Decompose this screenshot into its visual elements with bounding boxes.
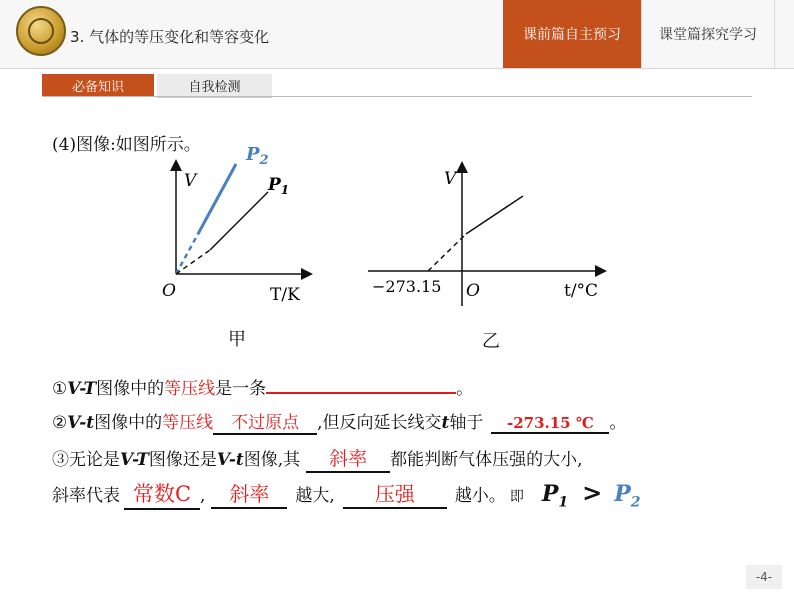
statement-3: ③无论是V-T图像还是V-t图像,其 斜率 都能判断气体压强的大小, bbox=[52, 444, 583, 473]
blank-7[interactable]: 压强 bbox=[343, 478, 447, 509]
origin-label: O bbox=[162, 281, 176, 301]
p2-dashed bbox=[176, 234, 198, 274]
caption-yi: 乙 bbox=[482, 331, 500, 352]
blank-2[interactable]: 不过原点 bbox=[213, 408, 317, 435]
origin-label: O bbox=[466, 281, 480, 301]
v-label: V bbox=[184, 171, 197, 191]
divider bbox=[42, 96, 752, 97]
p1-label: $P_1$ bbox=[268, 175, 290, 197]
caption-jia: 甲 bbox=[228, 329, 246, 350]
p1-line bbox=[210, 192, 268, 250]
blank-5[interactable]: 常数C bbox=[124, 478, 200, 510]
page-number: -4- bbox=[746, 565, 782, 589]
figure-vt-celsius bbox=[368, 156, 618, 306]
page-title: 3. 气体的等压变化和等容变化 bbox=[70, 28, 270, 46]
header-bar bbox=[0, 0, 794, 69]
subtab-selfcheck[interactable]: 自我检测 bbox=[157, 74, 272, 98]
figure-vt bbox=[150, 140, 320, 310]
blank-6[interactable]: 斜率 bbox=[211, 478, 287, 509]
tab-preview[interactable]: 课前篇自主预习 bbox=[503, 0, 641, 68]
intro-text: (4)图像:如图所示。 bbox=[52, 135, 201, 155]
statement-4: 斜率代表 常数C , 斜率 越大, 压强 越小。 即 $P_1 > P_2$ bbox=[52, 478, 641, 511]
p2-line bbox=[198, 164, 236, 234]
intercept-label: −273.15 bbox=[372, 277, 442, 296]
subtab-knowledge[interactable]: 必备知识 bbox=[42, 74, 154, 96]
isobar-line bbox=[466, 196, 523, 234]
extension-dashed bbox=[428, 234, 466, 271]
p1-dashed bbox=[176, 250, 210, 274]
blank-1[interactable] bbox=[266, 374, 456, 394]
blank-3[interactable]: -273.15 ℃ bbox=[491, 414, 609, 434]
p2-label: $P_2$ bbox=[246, 144, 269, 168]
tab-explore[interactable]: 课堂篇探究学习 bbox=[641, 0, 775, 68]
v-label: V bbox=[444, 169, 457, 189]
blank-4[interactable]: 斜率 bbox=[306, 444, 390, 473]
x-label: t/°C bbox=[564, 281, 599, 301]
statement-2: ②V-t图像中的等压线 不过原点 ,但反向延长线交t轴于 -273.15 ℃ 。 bbox=[52, 408, 626, 435]
x-label: T/K bbox=[270, 285, 300, 305]
school-logo bbox=[16, 6, 66, 56]
statement-1: ①V-T图像中的等压线是一条 。 bbox=[52, 374, 473, 399]
